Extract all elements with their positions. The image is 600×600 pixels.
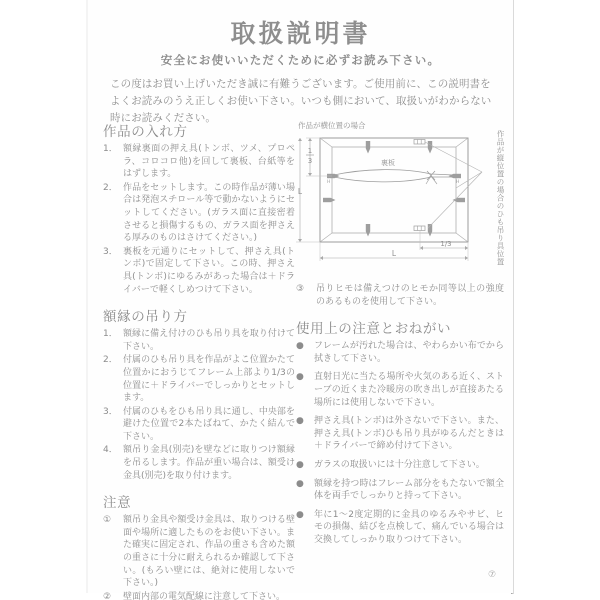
list-item xyxy=(296,478,504,503)
list-text: 年に1～2度定期的に金具のゆるみやサビ、ヒモの損傷、結びを点検して、痛んでいる場合は交換してしっかり取りつけて下さい。 xyxy=(314,509,504,545)
list-text: 作品をセットします。この時作品が薄い場合は発泡スチロール等で動かないようにセットしてください。(ガラス面に直接密着させると損傷するもの、ガラス面を押さえる厚みのものはさけてください。) xyxy=(123,182,295,244)
list-text: 裏板を元通りにセットして、押さえ具(トンボ)で固定して下さい。この時、押さえ具(トンボ)にゆるみがあった場合は＋ドライバーで軽くしめつけて下さい。 xyxy=(123,246,295,295)
svg-text:L: L xyxy=(297,187,303,196)
svg-text:1/3: 1/3 xyxy=(440,240,452,248)
svg-text:L: L xyxy=(391,249,397,258)
list-item xyxy=(103,444,295,482)
svg-text:1: 1 xyxy=(307,147,313,155)
list-marker: 3． xyxy=(103,406,118,417)
usage-notes-list xyxy=(296,340,504,546)
list-text: 額縁を持つ時はフレーム部分をもたないで額全体を両手でしっかりと持って下さい。 xyxy=(314,478,504,502)
list-text: 額吊り金具や額受け金具は、取りつける壁面や場所に適したものをお使い下さい。また確実に固定され、作品の重さも含めた額の重さに十分に耐えられるか確認して下さい。(もろい壁には、絶対に使用しないで下さい。) xyxy=(123,515,295,589)
bullet-icon: ● xyxy=(296,341,304,352)
list-text: 額縁裏面の押え具(トンボ、ツメ、プロペラ、コロコロ他)を回して裏板、台紙等をはずします。 xyxy=(123,144,295,180)
list-text: 額吊り金具(別売)を壁などに取りつけ額縁を吊るします。作品が重い場合は、額受け金具(別売)を取り付けます。 xyxy=(123,445,295,481)
list-item xyxy=(296,340,504,365)
bullet-icon: ● xyxy=(296,459,304,470)
section-heading-caution: 注意 xyxy=(103,495,132,512)
list-item xyxy=(103,143,295,181)
insert-steps-list xyxy=(103,143,295,296)
list-item xyxy=(296,459,504,472)
svg-text:裏板: 裏板 xyxy=(381,159,395,167)
bullet-icon: ● xyxy=(296,478,304,489)
section-heading-insert: 作品の入れ方 xyxy=(103,124,188,140)
section-heading-usage: 使用上の注意とおねがい xyxy=(296,321,452,338)
bullet-icon: ● xyxy=(296,372,304,383)
list-text: 額縁に備え付けのひも吊り具を取り付けて下さい。 xyxy=(123,329,295,352)
list-marker: 2． xyxy=(103,355,118,366)
list-marker: 1． xyxy=(103,144,118,154)
intro-paragraph: この度はお買い上げいただき誠に有難うございます。ご使用前に、この説明書をよくお読みのうえ正しくお使い下さい。いつも側において、取扱いがわからない時にお読みください。 xyxy=(110,78,492,124)
list-text: ガラスの取扱いには十分注意して下さい。 xyxy=(314,459,485,470)
list-marker: 2． xyxy=(103,182,118,193)
svg-text:3: 3 xyxy=(307,157,313,165)
svg-text:H: H xyxy=(327,180,331,185)
list-item xyxy=(103,246,295,296)
list-text: 付属のひもをひも吊り具に通し、中央部を避けた位置で2本たばねて、かたく結んで下さい。 xyxy=(123,406,295,442)
section-heading-hanging: 額縁の吊り方 xyxy=(103,309,188,326)
list-item xyxy=(296,371,504,409)
svg-text:H: H xyxy=(456,180,460,185)
list-item xyxy=(103,514,295,590)
caution-list xyxy=(103,514,295,600)
caution-continued-list xyxy=(296,283,504,308)
list-text: 直射日光に当たる場所や火気のある近く、ストーブの近くまた冷暖房の吹き出しが直接あたる場所には使用しないで下さい。 xyxy=(314,372,504,408)
diagram-vertical-caption: 作品が縦位置の場合のひも吊り具位置 xyxy=(496,130,505,266)
list-item xyxy=(296,283,504,308)
list-marker: 1． xyxy=(103,329,118,340)
list-item xyxy=(103,591,295,600)
list-marker: ③ xyxy=(296,284,305,294)
frame-hanging-diagram xyxy=(296,120,504,283)
list-marker: 4． xyxy=(103,445,118,456)
page-subtitle: 安全にお使いいただくために必ずお読み下さい。 xyxy=(160,53,441,67)
list-text: 吊りヒモは備えつけのヒモか同等以上の強度のあるものを使用して下さい。 xyxy=(316,284,504,307)
list-text: 付属のひも吊り具を作品がよこ位置かたて位置かにおうじてフレーム上部より1/3の位置に＋ドライバーでしっかりとセットします。 xyxy=(123,355,295,404)
hanging-steps-list xyxy=(103,328,295,482)
list-marker: ② xyxy=(103,591,112,600)
list-item xyxy=(103,182,295,245)
list-text: フレームが汚れた場合は、やわらかい布でから拭きして下さい。 xyxy=(314,341,504,364)
list-item xyxy=(103,354,295,404)
list-text: 押さえ具(トンボ)は外さないで下さい。また、押さえ具(トンボ)ひも吊り具がゆるんだときは＋ドライバーで締め付けて下さい。 xyxy=(314,416,504,452)
diagram-svg xyxy=(296,128,492,278)
diagram-caption: 作品が横位置の場合 xyxy=(298,121,366,130)
manual-page xyxy=(88,0,513,600)
page-content xyxy=(88,0,513,600)
left-column xyxy=(103,120,295,600)
right-column xyxy=(296,120,504,553)
list-item xyxy=(296,509,504,547)
bullet-icon: ● xyxy=(296,509,304,520)
list-item xyxy=(103,328,295,353)
list-marker: 3． xyxy=(103,246,118,257)
list-item xyxy=(296,415,504,453)
page-number: ⑦ xyxy=(488,570,497,580)
page-title: 取扱説明書 xyxy=(230,19,371,48)
bullet-icon: ● xyxy=(296,416,304,427)
list-text: 壁面内部の電気配線に注意して下さい。 xyxy=(123,591,286,600)
list-marker: ① xyxy=(103,515,112,526)
list-item xyxy=(103,406,295,444)
